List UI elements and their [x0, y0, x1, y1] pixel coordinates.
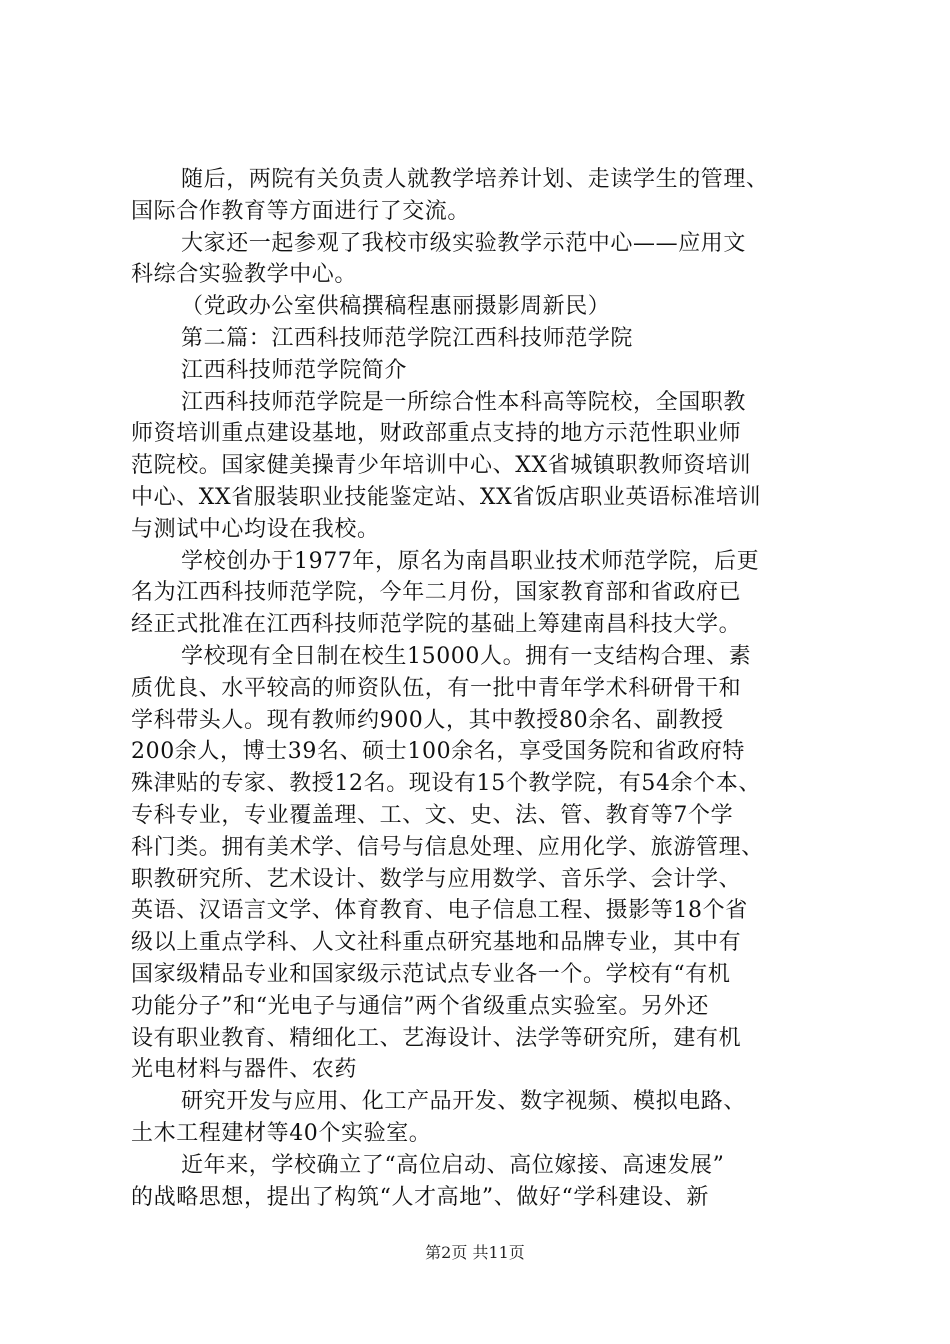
text-line: 经正式批准在江西科技师范学院的基础上筹建南昌科技大学。: [131, 612, 742, 638]
page-footer: 第2页 共11页: [425, 1243, 525, 1262]
text-line: 第二篇：江西科技师范学院江西科技师范学院: [181, 325, 634, 351]
text-line: 国家级精品专业和国家级示范试点专业各一个。学校有“有机: [131, 961, 731, 987]
text-line: 与测试中心均设在我校。: [131, 516, 380, 542]
text-line: 质优良、水平较高的师资队伍，有一批中青年学术科研骨干和: [131, 675, 742, 701]
text-line: 学科带头人。现有教师约900人，其中教授80余名、副教授: [131, 707, 724, 733]
text-line: 科门类。拥有美术学、信号与信息处理、应用化学、旅游管理、: [131, 834, 764, 860]
text-line: 的战略思想，提出了构筑“人才高地”、做好“学科建设、新: [131, 1184, 709, 1210]
text-line: 200余人，博士39名、硕士100余名，享受国务院和省政府特: [131, 739, 745, 765]
text-line: 大家还一起参观了我校市级实验教学示范中心——应用文: [181, 230, 747, 256]
text-line: 殊津贴的专家、教授12名。现设有15个教学院，有54余个本、: [131, 771, 761, 797]
text-line: 范院校。国家健美操青少年培训中心、XX省城镇职教师资培训: [131, 453, 752, 479]
text-line: 中心、XX省服装职业技能鉴定站、XX省饭店职业英语标准培训: [131, 484, 762, 510]
text-line: 名为江西科技师范学院，今年二月份，国家教育部和省政府已: [131, 580, 742, 606]
text-line: 土木工程建材等40个实验室。: [131, 1120, 432, 1146]
text-line: （党政办公室供稿撰稿程惠丽摄影周新民）: [181, 294, 611, 320]
text-line: 职教研究所、艺术设计、数学与应用数学、音乐学、会计学、: [131, 866, 742, 892]
text-line: 研究开发与应用、化工产品开发、数字视频、模拟电路、: [181, 1089, 747, 1115]
text-line: 科综合实验教学中心。: [131, 262, 358, 288]
text-line: 英语、汉语言文学、体育教育、电子信息工程、摄影等18个省: [131, 898, 748, 924]
text-line: 江西科技师范学院是一所综合性本科高等院校，全国职教: [181, 389, 747, 415]
text-line: 专科专业，专业覆盖理、工、文、史、法、管、教育等7个学: [131, 802, 734, 828]
text-line: 江西科技师范学院简介: [181, 357, 408, 383]
text-line: 学校创办于1977年，原名为南昌职业技术师范学院，后更: [181, 548, 760, 574]
text-line: 光电材料与器件、农药: [131, 1057, 358, 1083]
text-line: 近年来，学校确立了“高位启动、高位嫁接、高速发展”: [181, 1152, 725, 1178]
document-body: [131, 164, 831, 1213]
text-line: 级以上重点学科、人文社科重点研究基地和品牌专业，其中有: [131, 930, 742, 956]
text-line: 师资培训重点建设基地，财政部重点支持的地方示范性职业师: [131, 421, 742, 447]
text-line: 设有职业教育、精细化工、艺海设计、法学等研究所，建有机: [131, 1025, 742, 1051]
text-line: 国际合作教育等方面进行了交流。: [131, 198, 471, 224]
text-line: 学校现有全日制在校生15000人。拥有一支结构合理、素: [181, 643, 752, 669]
text-line: 随后，两院有关负责人就教学培养计划、走读学生的管理、: [181, 167, 769, 192]
text-line: 功能分子”和“光电子与通信”两个省级重点实验室。另外还: [131, 993, 709, 1019]
